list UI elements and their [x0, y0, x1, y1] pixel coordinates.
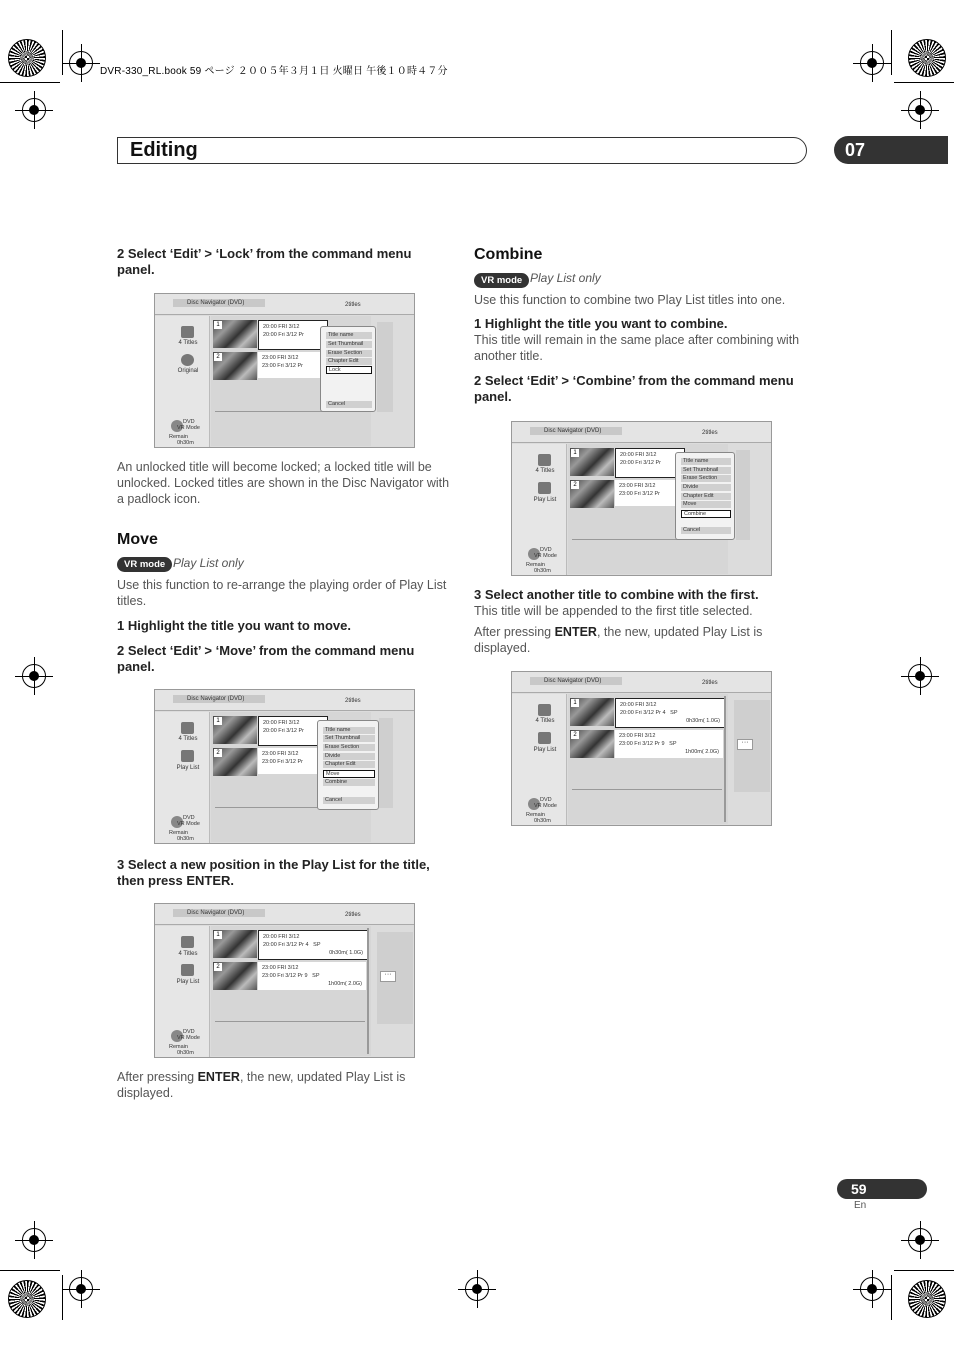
- title-number: 2: [571, 731, 579, 739]
- titles-icon: [538, 704, 551, 716]
- dvd-label: DVD: [183, 815, 195, 821]
- title-number: 1: [571, 699, 579, 707]
- playlist-label: Play List: [176, 979, 200, 985]
- menu-cancel[interactable]: Cancel: [681, 527, 731, 534]
- nav-title: Disc Navigator (DVD): [173, 299, 265, 307]
- title-number: 2: [571, 481, 579, 489]
- playlist-label: Play List: [176, 765, 200, 771]
- title-count: 2titles: [345, 912, 361, 918]
- move-heading: Move: [117, 531, 158, 548]
- move-step-3: 3 Select a new position in the Play List for the title, then press ENTER.: [117, 857, 430, 888]
- combine-step-1: 1 Highlight the title you want to combine.: [474, 316, 728, 331]
- titles-label: 4 Titles: [178, 340, 198, 346]
- crop-mark: [894, 82, 954, 83]
- menu-chapter-edit[interactable]: Chapter Edit: [681, 493, 731, 500]
- crop-mark: [0, 1270, 60, 1271]
- menu-title-name[interactable]: Title name: [326, 332, 372, 339]
- remain-label: Remain: [169, 434, 188, 440]
- right-panel: [379, 718, 393, 808]
- menu-move[interactable]: Move: [681, 501, 731, 508]
- title-list: [568, 694, 728, 824]
- title-count: 2titles: [345, 698, 361, 704]
- title-row[interactable]: 23:00 FRI 3/12 23:00 Fri 3/12 Pr: [615, 480, 683, 506]
- move-after-enter: After pressing ENTER, the new, updated Play List is displayed.: [117, 1070, 406, 1100]
- title-row-selected[interactable]: 20:00 FRI 3/12 20:00 Fri 3/12 Pr: [258, 716, 328, 746]
- remain-label: Remain: [169, 830, 188, 836]
- vr-mode-label: VR Mode: [177, 425, 200, 431]
- menu-lock[interactable]: Lock: [326, 366, 372, 374]
- title-number: 1: [214, 321, 222, 329]
- titles-label: 4 Titles: [535, 468, 555, 474]
- crop-mark: [891, 30, 892, 75]
- menu-erase-section[interactable]: Erase Section: [681, 475, 731, 482]
- playlist-icon: [181, 964, 194, 976]
- combine-step-3: 3 Select another title to combine with the first.: [474, 587, 759, 602]
- title-row-selected[interactable]: 20:00 FRI 3/12 20:00 Fri 3/12 Pr 4 SP 0h30m( 1.0G): [258, 930, 368, 960]
- divider: [572, 789, 722, 790]
- divider: [215, 1021, 365, 1022]
- more-icon[interactable]: ···: [737, 739, 753, 750]
- original-icon: [181, 354, 194, 366]
- command-menu-panel: [317, 720, 379, 810]
- move-description: Use this function to re-arrange the playing order of Play List titles.: [117, 578, 447, 608]
- menu-set-thumbnail[interactable]: Set Thumbnail: [681, 467, 731, 474]
- remain-time: 0h30m: [177, 440, 194, 446]
- original-label: Original: [177, 368, 199, 374]
- combine-description: Use this function to combine two Play List titles into one.: [474, 293, 786, 307]
- menu-move[interactable]: Move: [323, 770, 375, 778]
- step-lock: 2 Select ‘Edit’ > ‘Lock’ from the command menu panel.: [117, 246, 412, 277]
- remain-label: Remain: [526, 562, 545, 568]
- remain-time: 0h30m: [177, 836, 194, 842]
- title-number: 2: [214, 963, 222, 971]
- dvd-label: DVD: [183, 419, 195, 425]
- menu-divide[interactable]: Divide: [323, 753, 375, 760]
- combine-step-2: 2 Select ‘Edit’ > ‘Combine’ from the command menu panel.: [474, 373, 794, 404]
- vr-mode-label: VR Mode: [534, 553, 557, 559]
- title-list: [211, 926, 371, 1056]
- registration-burst-bottom-right: [908, 1280, 946, 1318]
- menu-erase-section[interactable]: Erase Section: [323, 744, 375, 751]
- crosshair-mark: [69, 51, 93, 75]
- vr-mode-label: VR Mode: [534, 803, 557, 809]
- right-panel: [377, 322, 393, 412]
- remain-time: 0h30m: [534, 568, 551, 574]
- crosshair-mark: [908, 1228, 932, 1252]
- move-step-1: 1 Highlight the title you want to move.: [117, 618, 352, 633]
- crosshair-mark: [908, 664, 932, 688]
- crop-mark: [62, 1275, 63, 1320]
- combine-step-3-desc: This title will be appended to the first title selected.: [474, 604, 753, 618]
- combine-step-1-desc: This title will remain in the same place after combining with another title.: [474, 333, 800, 363]
- chapter-number: 07: [845, 140, 866, 160]
- playlist-label: Play List: [533, 497, 557, 503]
- move-step-2: 2 Select ‘Edit’ > ‘Move’ from the command menu panel.: [117, 643, 415, 674]
- titles-icon: [181, 936, 194, 948]
- playlist-icon: [538, 482, 551, 494]
- vr-mode-label: VR Mode: [177, 1035, 200, 1041]
- vr-mode-badge: VR mode: [474, 273, 529, 288]
- title-count: 2titles: [702, 680, 718, 686]
- remain-label: Remain: [169, 1044, 188, 1050]
- vr-mode-badge: VR mode: [117, 557, 172, 572]
- crosshair-mark: [22, 98, 46, 122]
- screen-move-result: [154, 903, 415, 1058]
- remain-time: 0h30m: [177, 1050, 194, 1056]
- title-number: 2: [214, 353, 222, 361]
- command-menu-panel: [675, 452, 735, 540]
- lock-description: An unlocked title will become locked; a locked title will be unlocked. Locked titles are shown in the Disc Navigator with a padlock icon.: [117, 460, 450, 506]
- header-bar: [117, 137, 807, 164]
- menu-combine[interactable]: Combine: [681, 510, 731, 518]
- title-count: 2titles: [702, 430, 718, 436]
- menu-set-thumbnail[interactable]: Set Thumbnail: [323, 735, 375, 742]
- registration-burst-top-right: [908, 39, 946, 77]
- titles-label: 4 Titles: [535, 718, 555, 724]
- vr-mode-label: VR Mode: [177, 821, 200, 827]
- title-row-selected[interactable]: 20:00 FRI 3/12 20:00 Fri 3/12 Pr 4 SP 0h30m( 1.0G): [615, 698, 725, 728]
- crosshair-mark: [69, 1277, 93, 1301]
- screen-lock: [154, 293, 415, 448]
- crosshair-mark: [22, 664, 46, 688]
- right-panel: [736, 450, 750, 540]
- title-number: 2: [214, 749, 222, 757]
- nav-title: Disc Navigator (DVD): [530, 677, 622, 685]
- title-number: 1: [214, 717, 222, 725]
- combine-heading: Combine: [474, 246, 543, 263]
- crosshair-mark: [908, 98, 932, 122]
- playlist-icon: [538, 732, 551, 744]
- dvd-label: DVD: [540, 797, 552, 803]
- nav-title: Disc Navigator (DVD): [173, 909, 265, 917]
- play-list-only-note: Play List only: [530, 271, 601, 285]
- page-title: Editing: [130, 139, 198, 161]
- registration-burst-top-left: [8, 39, 46, 77]
- title-row-selected[interactable]: 20:00 FRI 3/12 20:00 Fri 3/12 Pr: [615, 448, 685, 478]
- title-count: 2titles: [345, 302, 361, 308]
- menu-cancel[interactable]: Cancel: [323, 797, 375, 804]
- play-list-only-note: Play List only: [173, 556, 244, 570]
- scrollbar[interactable]: [367, 928, 369, 1054]
- dvd-label: DVD: [183, 1029, 195, 1035]
- scrollbar[interactable]: [724, 696, 726, 822]
- remain-label: Remain: [526, 812, 545, 818]
- crosshair-mark: [860, 1277, 884, 1301]
- menu-set-thumbnail[interactable]: Set Thumbnail: [326, 341, 372, 348]
- title-number: 1: [214, 931, 222, 939]
- menu-erase-section[interactable]: Erase Section: [326, 350, 372, 357]
- title-row-selected[interactable]: 20:00 FRI 3/12 20:00 Fri 3/12 Pr: [258, 320, 328, 350]
- menu-title-name[interactable]: Title name: [323, 727, 375, 734]
- crop-mark: [0, 82, 60, 83]
- menu-chapter-edit[interactable]: Chapter Edit: [326, 358, 372, 365]
- menu-combine[interactable]: Combine: [323, 779, 375, 786]
- crop-mark: [894, 1270, 954, 1271]
- screen-combine: [511, 421, 772, 576]
- title-row[interactable]: 23:00 FRI 3/12 23:00 Fri 3/12 Pr: [258, 748, 326, 774]
- combine-after-enter: After pressing ENTER, the new, updated Play List is displayed.: [474, 625, 763, 655]
- titles-label: 4 Titles: [178, 951, 198, 957]
- crosshair-mark: [465, 1277, 489, 1301]
- language-code: En: [854, 1200, 867, 1211]
- dvd-label: DVD: [540, 547, 552, 553]
- nav-title: Disc Navigator (DVD): [530, 427, 622, 435]
- title-number: 1: [571, 449, 579, 457]
- crosshair-mark: [860, 51, 884, 75]
- titles-icon: [181, 326, 194, 338]
- titles-label: 4 Titles: [178, 736, 198, 742]
- menu-cancel[interactable]: Cancel: [326, 401, 372, 408]
- menu-title-name[interactable]: Title name: [681, 458, 731, 465]
- screen-move: [154, 689, 415, 844]
- page-number: 59: [851, 1181, 867, 1197]
- titles-icon: [181, 722, 194, 734]
- more-icon[interactable]: ···: [380, 971, 396, 982]
- playlist-icon: [181, 750, 194, 762]
- title-row[interactable]: 23:00 FRI 3/12 23:00 Fri 3/12 Pr: [258, 352, 326, 378]
- menu-divide[interactable]: Divide: [681, 484, 731, 491]
- crop-mark: [62, 30, 63, 75]
- playlist-label: Play List: [533, 747, 557, 753]
- crosshair-mark: [22, 1228, 46, 1252]
- screen-combine-result: [511, 671, 772, 826]
- title-row[interactable]: 23:00 FRI 3/12 23:00 Fri 3/12 Pr 9 SP 1h00m( 2.0G): [258, 962, 366, 990]
- registration-burst-bottom-left: [8, 1280, 46, 1318]
- command-menu-panel: [320, 326, 376, 412]
- remain-time: 0h30m: [534, 818, 551, 824]
- nav-title: Disc Navigator (DVD): [173, 695, 265, 703]
- book-file-line: DVR-330_RL.book 59 ページ ２００５年３月１日 火曜日 午後１０時４７分: [100, 66, 448, 77]
- title-row[interactable]: 23:00 FRI 3/12 23:00 Fri 3/12 Pr 9 SP 1h00m( 2.0G): [615, 730, 723, 758]
- menu-chapter-edit[interactable]: Chapter Edit: [323, 761, 375, 768]
- titles-icon: [538, 454, 551, 466]
- crop-mark: [891, 1275, 892, 1320]
